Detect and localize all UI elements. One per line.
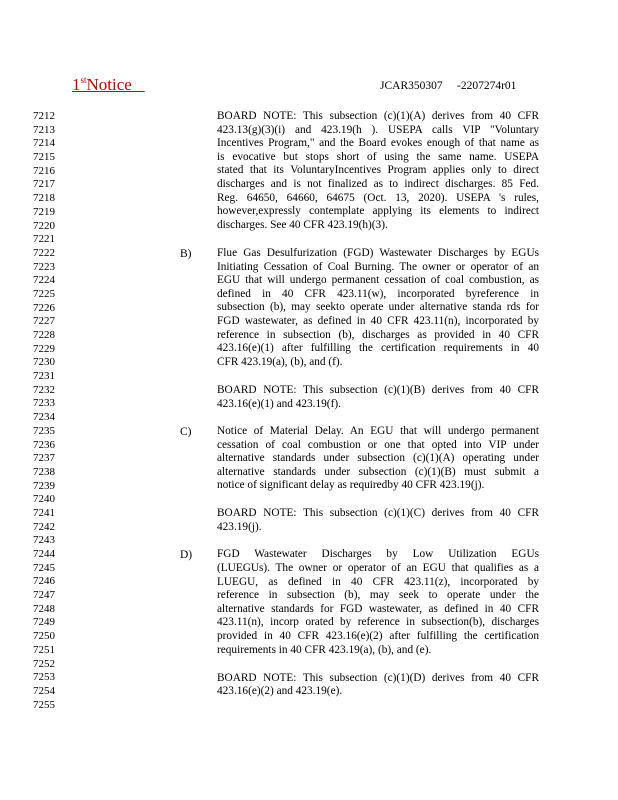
text-line: BOARD NOTE: This subsection (c)(1)(B) derives from 40 CFR [217, 384, 539, 396]
text-line: provided in 40 CFR 423.16(e)(2) after fulfilling the certification [217, 629, 539, 642]
line-number: 7228 [33, 329, 55, 341]
line-number: 7242 [33, 520, 55, 533]
subsection-paragraph [217, 247, 539, 369]
line-number: 7227 [33, 315, 55, 328]
text-line: Reg. 64650, 64660, 64675 (Oct. 13, 2020). USEPA 's rules, [217, 191, 539, 204]
line-number: 7220 [33, 219, 55, 232]
text-line: cessation of coal combustion or one that opted into VIP under [217, 438, 539, 451]
text-line: Notice of Material Delay. An EGU that will undergo permanent [217, 425, 539, 438]
line-number: 7233 [33, 397, 55, 410]
text-line: reference in subsection (b), may seek to operate under the [217, 589, 539, 602]
line-number: 7253 [33, 671, 55, 684]
line-number: 7218 [33, 192, 55, 205]
line-number: 7225 [33, 287, 55, 300]
document-code: JCAR350307 -2207274r01 [380, 80, 517, 92]
line-number: 7240 [33, 493, 55, 506]
text-line: CFR 423.19(a), (b), and (f). [217, 355, 343, 368]
line-number: 7249 [33, 616, 55, 629]
text-line: 423.16(e)(1) after fulfilling the certification requirements in 40 [217, 342, 539, 355]
line-number: 7215 [33, 151, 55, 164]
line-number: 7213 [33, 123, 55, 136]
text-line: requirements in 40 CFR 423.19(a), (b), and (e). [217, 643, 432, 656]
text-line: 423.16(e)(2) and 423.19(e). [217, 685, 343, 698]
text-line: LUEGU, as defined in 40 CFR 423.11(z), incorporated by [217, 575, 539, 588]
text-line: alternative standards under subsection (c)(1)(A) operating under [217, 452, 539, 465]
line-number: 7254 [33, 684, 55, 697]
notice-ordinal-suffix: st [80, 75, 87, 85]
text-line: discharges and is not finalized as to indirect discharges. 85 Fed. [217, 177, 539, 190]
line-number: 7245 [33, 561, 55, 574]
text-line: defined in 40 CFR 423.11(w), incorporated byreference in [217, 287, 539, 300]
line-number: 7221 [33, 233, 55, 246]
text-line: (LUEGUs). The owner or operator of an EGU that qualifies as a [217, 561, 539, 574]
text-line: 423.19(j). [217, 520, 262, 533]
line-number: 7235 [33, 424, 55, 437]
board-note-paragraph [217, 507, 539, 534]
text-line: however,expressly contemplate applying its elements to indirect [217, 205, 539, 218]
line-number: 7252 [33, 657, 55, 670]
line-number: 7251 [33, 643, 55, 656]
text-line: EGU that will undergo permanent cessation of coal combustion, as [217, 274, 539, 287]
text-line: FGD Wastewater Discharges by Low Utilization EGUs [217, 548, 539, 561]
notice-word: Notice [86, 75, 132, 94]
line-number: 7246 [33, 575, 55, 588]
line-number: 7224 [33, 274, 55, 287]
line-number-column [33, 110, 73, 712]
line-number: 7250 [33, 630, 55, 643]
text-line: alternative standards for FGD wastewater, as defined in 40 CFR [217, 602, 539, 615]
text-line: 423.11(n), incorp orated by reference in subsection(b), discharges [217, 616, 539, 629]
line-number: 7241 [33, 506, 55, 519]
text-line: discharges. See 40 CFR 423.19(h)(3). [217, 218, 388, 231]
subsection-marker: C) [180, 426, 192, 439]
text-line: Initiating Cessation of Coal Burning. The owner or operator of an [217, 260, 539, 273]
text-line: reference in subsection (b), discharges as provided in 40 CFR [217, 328, 539, 341]
line-number: 7231 [33, 370, 55, 383]
line-number: 7234 [33, 411, 55, 424]
line-number: 7229 [33, 342, 55, 355]
line-number: 7217 [33, 178, 55, 191]
line-number: 7247 [33, 589, 55, 602]
text-line: BOARD NOTE: This subsection (c)(1)(D) derives from 40 CFR [217, 671, 539, 684]
line-number: 7238 [33, 465, 55, 478]
line-number: 7255 [33, 698, 55, 711]
notice-number: 1 [72, 75, 81, 94]
subsection-paragraph [217, 425, 539, 493]
board-note-paragraph [217, 110, 539, 232]
line-number: 7243 [33, 534, 55, 547]
line-number: 7216 [33, 164, 55, 177]
text-line: 423.13(g)(3)(i) and 423.19(h ). USEPA calls VIP "Voluntary [217, 123, 539, 136]
text-line: subsection (b), may seekto operate under alternative standa rds for [217, 301, 539, 314]
line-number: 7223 [33, 260, 55, 273]
line-number: 7222 [33, 246, 55, 259]
board-note-paragraph [217, 384, 539, 411]
subsection-marker: B) [180, 248, 192, 260]
text-line: alternative standards under subsection (c)(1)(B) must submit a [217, 465, 539, 478]
text-line: BOARD NOTE: This subsection (c)(1)(C) derives from 40 CFR [217, 507, 539, 520]
line-number: 7248 [33, 602, 55, 615]
line-number: 7226 [33, 301, 55, 314]
text-line: FGD wastewater, as defined in 40 CFR 423.11(n), incorporated by [217, 314, 539, 327]
line-number: 7212 [33, 110, 55, 122]
text-line: notice of significant delay as requiredby 40 CFR 423.19(j). [217, 479, 485, 492]
line-number: 7232 [33, 383, 55, 396]
line-number: 7244 [33, 548, 55, 560]
line-number: 7237 [33, 452, 55, 465]
text-line: BOARD NOTE: This subsection (c)(1)(A) derives from 40 CFR [217, 110, 539, 122]
subsection-marker: D) [180, 549, 193, 562]
text-line: Flue Gas Desulfurization (FGD) Wastewater Discharges by EGUs [217, 247, 539, 259]
text-line: stated that its VoluntaryIncentives Program applies only to direct [217, 164, 539, 177]
line-number: 7219 [33, 205, 55, 218]
notice-title [72, 75, 145, 95]
line-number: 7236 [33, 438, 55, 451]
line-number: 7214 [33, 137, 55, 150]
text-line: Incentives Program," and the Board evokes enough of that name as [217, 137, 539, 150]
board-note-paragraph [217, 672, 539, 699]
subsection-paragraph [217, 548, 539, 657]
line-number: 7230 [33, 356, 55, 369]
text-line: 423.16(e)(1) and 423.19(f). [217, 397, 341, 410]
line-number: 7239 [33, 479, 55, 492]
text-line: is evocative but stops short of using the same name. USEPA [217, 150, 539, 163]
